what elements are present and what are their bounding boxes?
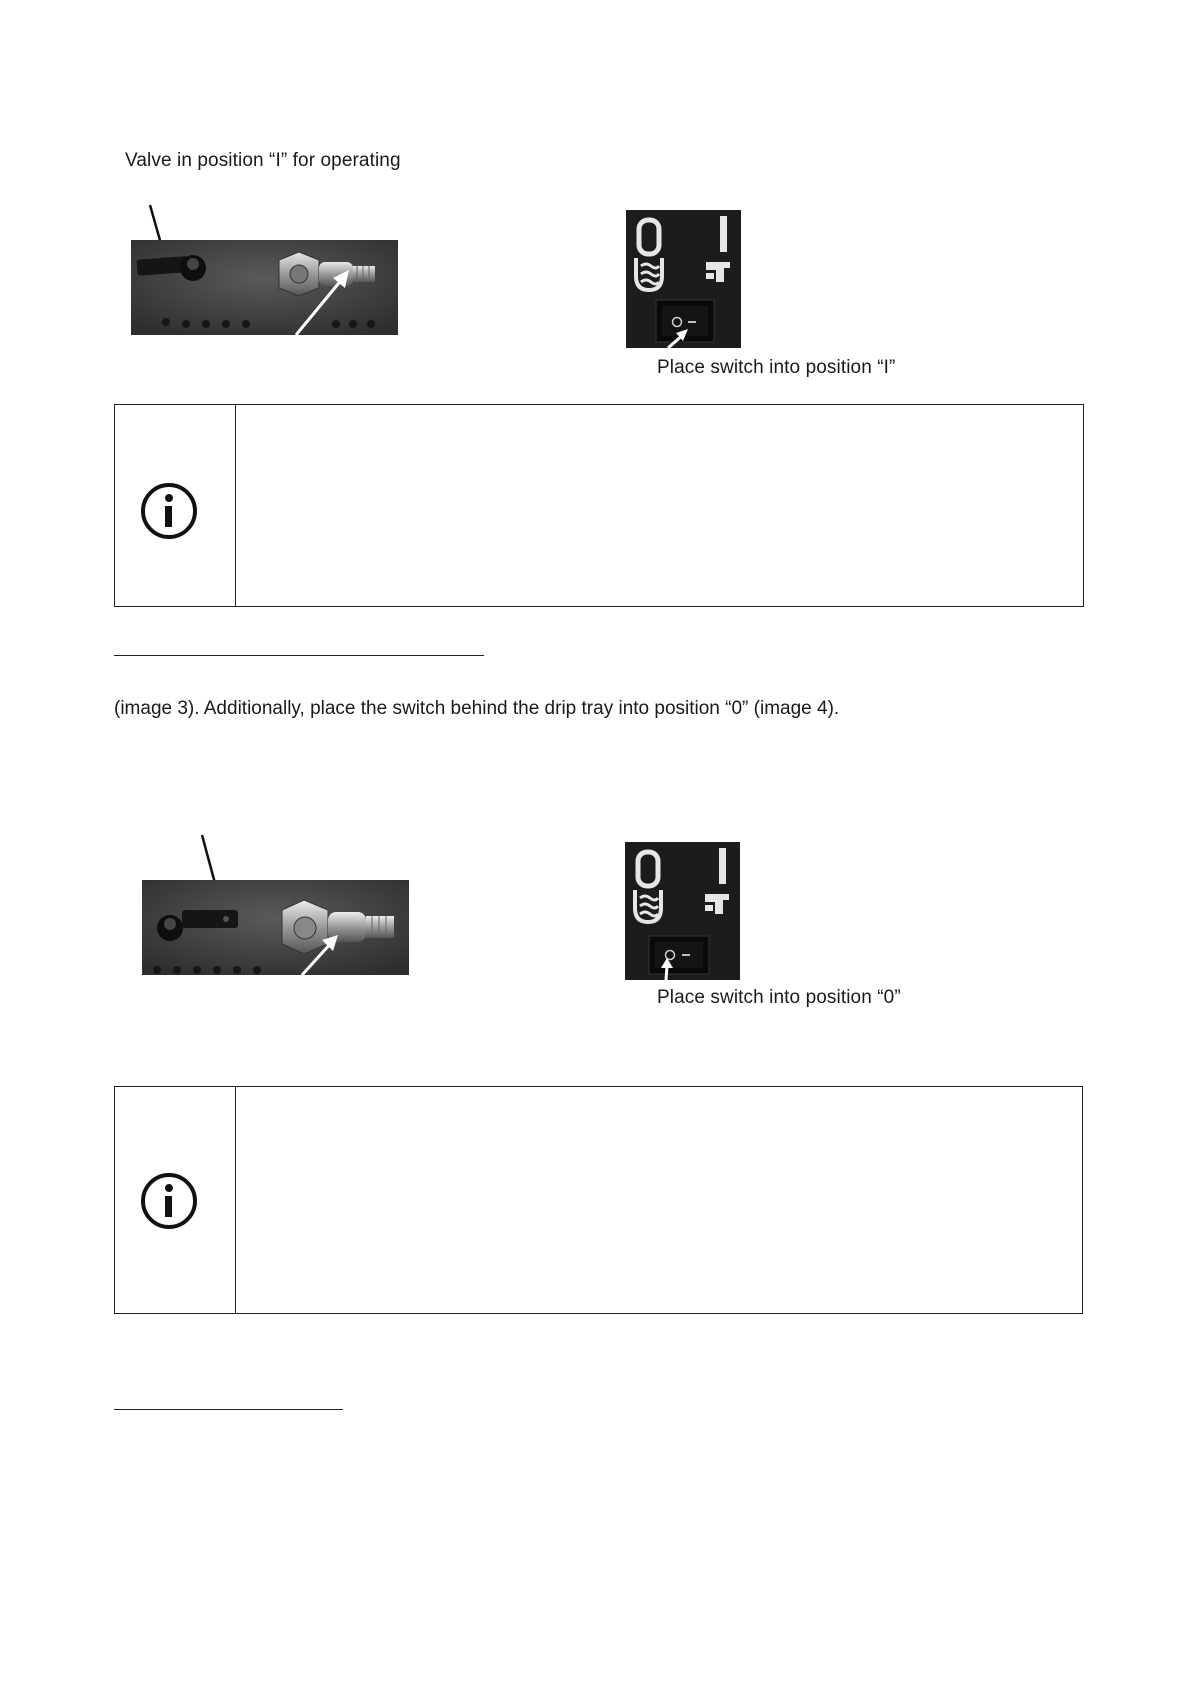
info-box-divider: [235, 405, 236, 606]
valve-photo-2: [142, 880, 409, 975]
info-box-2: [114, 1086, 1083, 1314]
valve-caption-1: Valve in position “I” for operating: [125, 150, 401, 171]
switch-panel-photo-2: [625, 842, 740, 980]
info-icon: [139, 481, 199, 541]
info-box-divider: [235, 1087, 236, 1313]
switch-caption-2: Place switch into position “0”: [657, 987, 901, 1008]
instruction-paragraph: (image 3). Additionally, place the switch behind the drip tray into position “0” (image 4).: [114, 698, 840, 719]
switch-panel-photo-1: [626, 210, 741, 348]
switch-caption-1: Place switch into position “I”: [657, 357, 896, 378]
horizontal-rule-1: [114, 655, 484, 656]
info-icon: [139, 1171, 199, 1231]
horizontal-rule-2: [114, 1409, 343, 1410]
valve-photo-1: [131, 240, 398, 335]
info-box-1: [114, 404, 1084, 607]
